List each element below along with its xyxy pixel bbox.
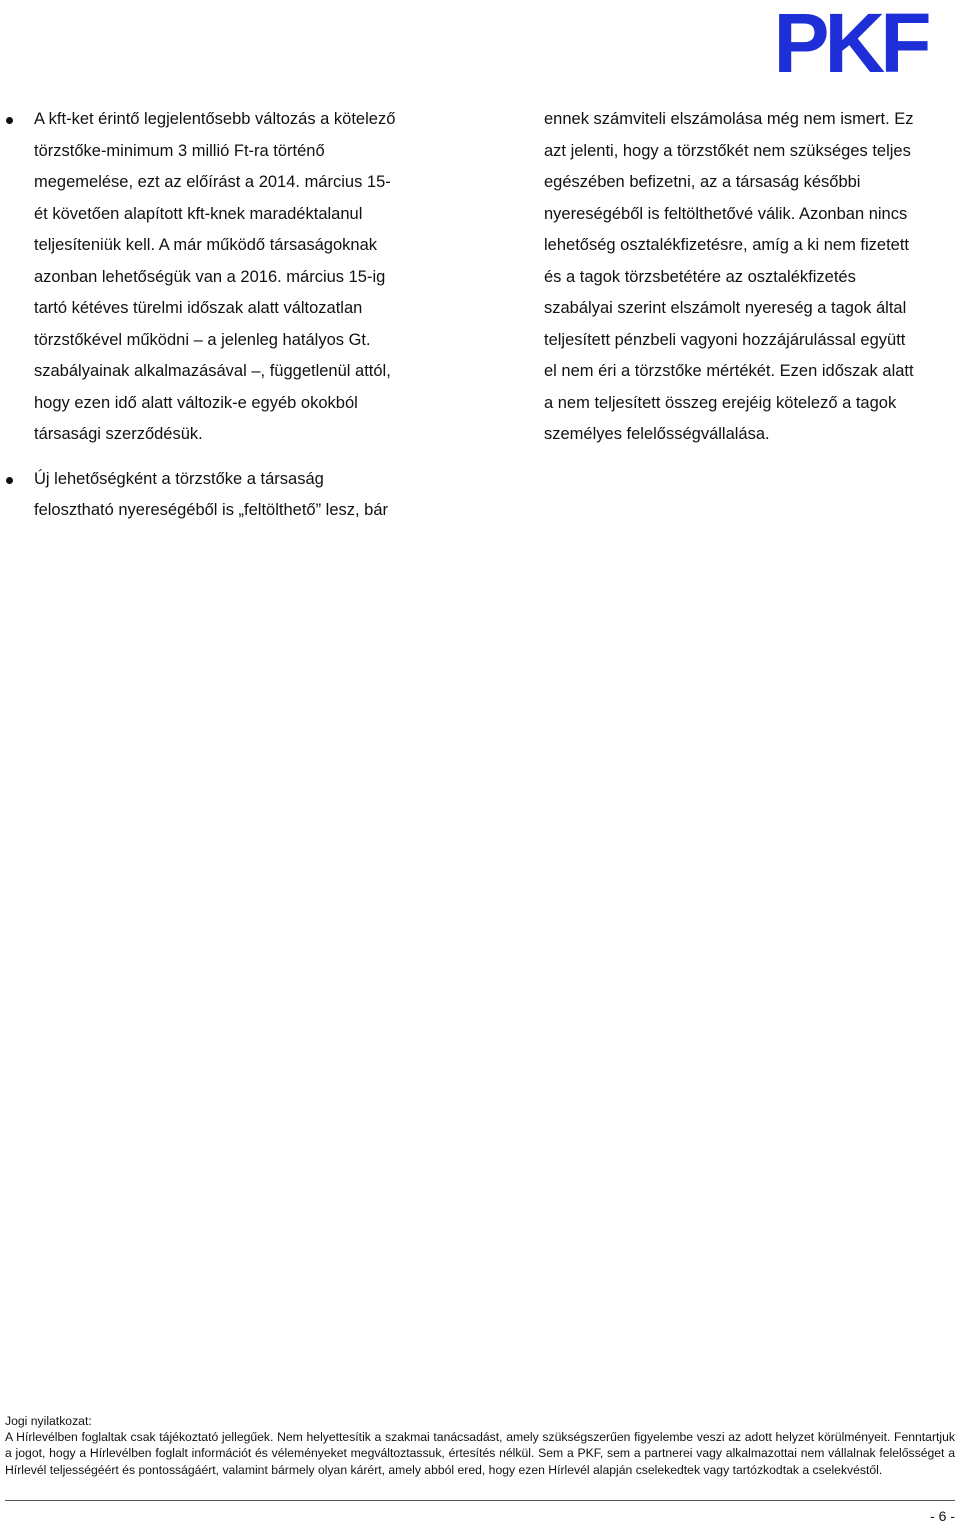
paragraph-text: ennek számviteli elszámolása még nem ismert. Ez azt jelenti, hogy a törzstőkét nem szükséges teljes egészében befizetni, az a társaság későbbi nyereségéből is feltölthetővé válik. Azonban nincs lehetőség osztalékfizetésre, amíg a ki nem fizetett és a tagok törzsbetétére az osztalékfizetés szabályai szerint elszámolt nyereség a tagok által teljesített pénzbeli vagyoni hozzájárulással együtt el nem éri a törzstőke mértékét. Ezen időszak alatt a nem teljesített összeg erejéig kötelező a tagok személyes felelősségvállalása. [544,110,914,443]
pkf-logo [762,2,938,78]
footer-divider [5,1500,955,1501]
paragraph-text: A kft-ket érintő legjelentősebb változás a kötelező törzstőke-minimum 3 millió Ft-ra történő megemelése, ezt az előírást a 2014. március 15- ét követően alapított kft-knek maradéktalanul teljesíteniük kell. A már működő társaságoknak azonban lehetőségük van a 2016. március 15-ig tartó kétéves türelmi időszak alatt változatlan törzstőkével működni – a jelenleg hatályos Gt. szabályainak alkalmazásával –, függetlenül attól, hogy ezen idő alatt változik-e egyéb okokból társasági szerződésük. [34,110,396,443]
bullet-paragraph [34,104,442,451]
right-column [544,104,956,451]
page-number: - 6 - [930,1508,955,1524]
bullet-icon [6,477,13,484]
bullet-icon [6,117,13,124]
left-column [34,104,442,527]
bullet-paragraph [34,464,442,527]
legal-disclaimer [5,1413,955,1478]
disclaimer-body: A Hírlevélben foglaltak csak tájékoztató jellegűek. Nem helyettesítik a szakmai tanácsadást, amely szükségszerűen figyelembe veszi az adott helyzet körülményeit. Fenntartjuk a jogot, hogy a Hírlevélben foglalt információt és véleményeket megváltoztassuk, értesítés nélkül. Sem a PKF, sem a partnerei vagy alkalmazottai nem vállalnak felelősséget a Hírlevél teljességéért és pontosságáért, valamint bármely olyan kárért, amely abból ered, hogy ezen Hírlevél alapján cselekedtek vagy tartózkodtak a cselekvéstől. [5,1430,955,1477]
disclaimer-title: Jogi nyilatkozat: [5,1414,92,1428]
pkf-logo-text: PKF [773,2,927,78]
paragraph-text: Új lehetőségként a törzstőke a társaság felosztható nyereségéből is „feltölthető” lesz, bár [34,469,389,519]
